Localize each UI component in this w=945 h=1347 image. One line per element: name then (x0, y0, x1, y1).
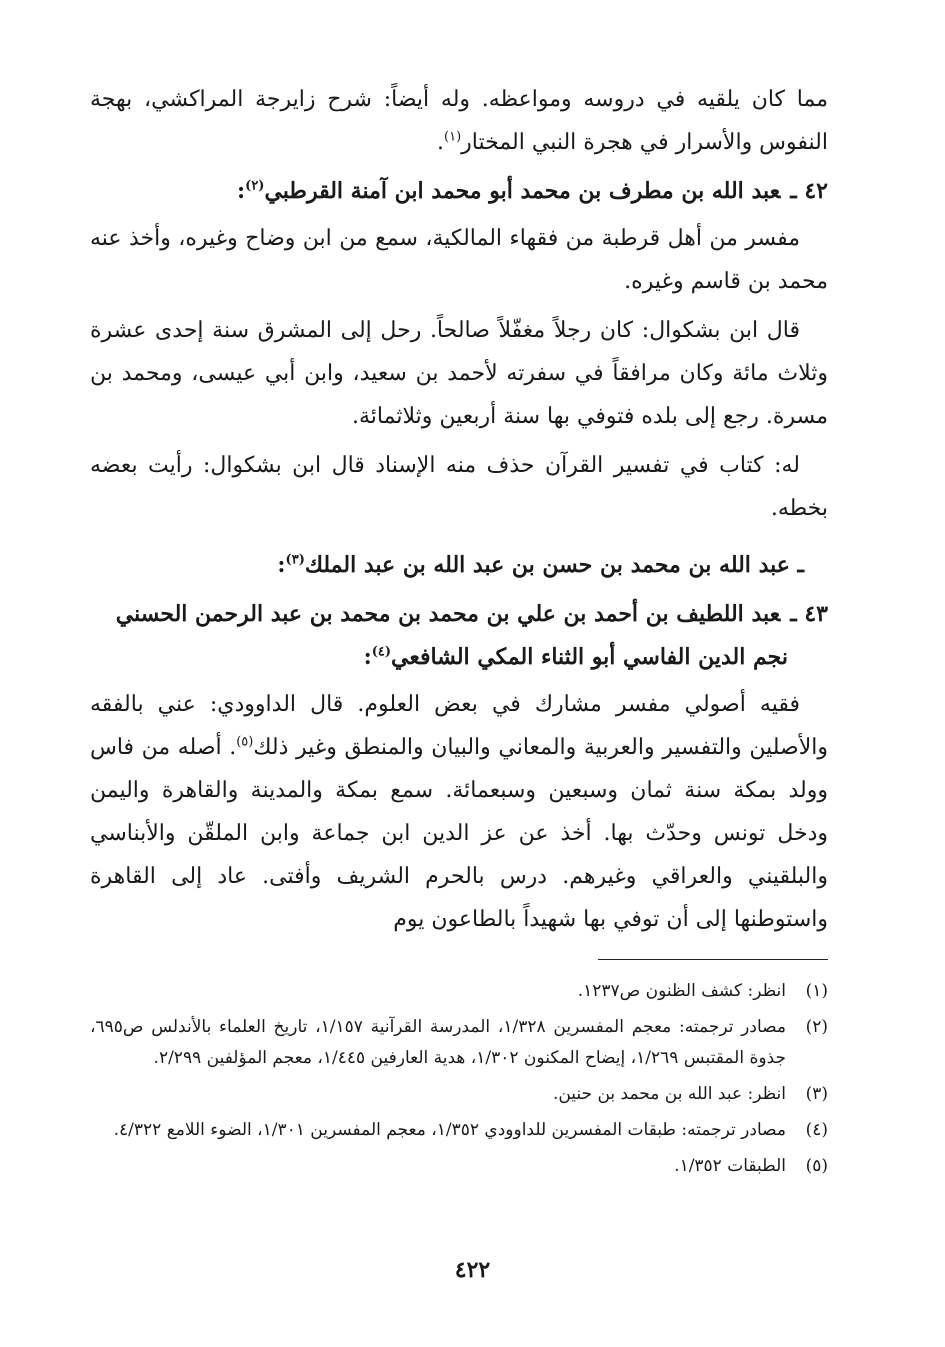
entry-43-number: ٤٣ ـ (790, 601, 828, 627)
footnote-4 (90, 1115, 828, 1146)
footnote-number: (٣) (805, 1084, 828, 1104)
entry-42-name: عبد الله بن مطرف بن محمد أبو محمد ابن آمنة القرطبي (264, 178, 781, 204)
footnote-text: مصادر ترجمته: معجم المفسرين ١/٣٢٨، المدرسة القرآنية ١/١٥٧، تاريخ العلماء بالأندلس ص٦٩٥، جذوة المقتبس ١/٢٦٩، إيضاح المكنون ١/٣٠٢، هدية العارفين ١/٤٤٥، معجم المؤلفين ٢/٢٩٩. (90, 1017, 786, 1068)
page-body (90, 78, 828, 1187)
footnotes (90, 976, 828, 1182)
footnote-number: (١) (805, 981, 828, 1001)
continuation-paragraph: مما كان يلقيه في دروسه ومواعظه. وله أيضاً: شرح زايرجة المراكشي، بهجة النفوس والأسرار في هجرة النبي المختار$^{(١)}$. (90, 87, 828, 155)
footnote-2 (90, 1012, 828, 1074)
footnote-number: (٤) (805, 1120, 828, 1140)
page-number: ٤٢٢ (454, 1257, 491, 1283)
footnote-ref-1[interactable]: (١) (444, 129, 462, 145)
footnote-number: (٥) (805, 1156, 828, 1176)
footnote-3 (90, 1079, 828, 1110)
footnote-1 (90, 976, 828, 1007)
footnote-ref-5[interactable]: (٥) (236, 734, 254, 750)
entry-42-paragraph-1: مفسر من أهل قرطبة من فقهاء المالكية، سمع من ابن وضاح وغيره، وأخذ عنه محمد بن قاسم وغيره. (90, 226, 828, 294)
entry-43-name: عبد اللطيف بن أحمد بن علي بن محمد بن محمد بن عبد الرحمن الحسني نجم الدين الفاسي أبو الثناء المكي الشافعي (115, 601, 788, 670)
entry-42-heading: ٤٢ ـعبد الله بن مطرف بن محمد أبو محمد ابن آمنة القرطبي$^{(٢)}$: (237, 178, 828, 204)
entry-43-text-b: . أصله من فاس وولد بمكة سنة ثمان وسبعين وسبعمائة. سمع بمكة والمدينة والقاهرة واليمن ودخل تونس وحدّث بها. أخذ عن عز الدين ابن جماعة وابن الملقّن والأبناسي والبلقيني والعراقي وغيرهم. درس بالحرم الشريف وأفتى. عاد إلى القاهرة واستوطنها إلى أن توفي بها شهيداً بالطاعون يوم (90, 735, 828, 932)
footnote-separator (598, 959, 828, 960)
entry-43-paragraph (90, 683, 828, 941)
subentry-heading: ـ عبد الله بن محمد بن حسن بن عبد الله بن عبد الملك$^{(٣)}$: (277, 552, 804, 578)
footnote-ref-3[interactable]: (٣) (285, 552, 305, 568)
entry-42-paragraph-3: له: كتاب في تفسير القرآن حذف منه الإسناد قال ابن بشكوال: رأيت بعضه بخطه. (90, 453, 828, 521)
entry-42-number: ٤٢ ـ (790, 178, 828, 204)
footnote-ref-2[interactable]: (٢) (245, 178, 265, 194)
footnote-5 (90, 1151, 828, 1182)
footnote-number: (٢) (805, 1017, 828, 1037)
entry-42-paragraph-2: قال ابن بشكوال: كان رجلاً مغفّلاً صالحاً. رحل إلى المشرق سنة إحدى عشرة وثلاث مائة وكان مرافقاً في سفرته لأحمد بن سعيد، وابن أبي عيسى، ومحمد بن مسرة. رجع إلى بلده فتوفي بها سنة أربعين وثلاثمائة. (90, 318, 828, 429)
continuation-text: مما كان يلقيه في دروسه ومواعظه. وله أيضاً: شرح زايرجة المراكشي، بهجة النفوس والأسرار في هجرة النبي المختار (90, 87, 828, 155)
subentry-name: ـ عبد الله بن محمد بن حسن بن عبد الله بن عبد الملك (304, 552, 804, 578)
entry-43-text-a: فقيه أصولي مفسر مشارك في بعض العلوم. قال الداوودي: عني بالفقه والأصلين والتفسير والعربية والمعاني والبيان والمنطق وغير ذلك (90, 692, 829, 760)
footnote-text: مصادر ترجمته: طبقات المفسرين للداوودي ١/٣٥٢، معجم المفسرين ١/٣٠١، الضوء اللامع ٤/٣٢٢. (113, 1120, 786, 1140)
entry-43-heading: ٤٣ ـعبد اللطيف بن أحمد بن علي بن محمد بن محمد بن عبد الرحمن الحسني نجم الدين الفاسي أبو الثناء المكي الشافعي$^{(٤)}$: (115, 601, 828, 670)
footnote-text: انظر: كشف الظنون ص١٢٣٧. (577, 981, 786, 1001)
footnote-ref-4[interactable]: (٤) (371, 644, 392, 660)
footnote-text: الطبقات ١/٣٥٢. (674, 1156, 786, 1176)
footnote-text: انظر: عبد الله بن محمد بن حنين. (552, 1084, 786, 1104)
